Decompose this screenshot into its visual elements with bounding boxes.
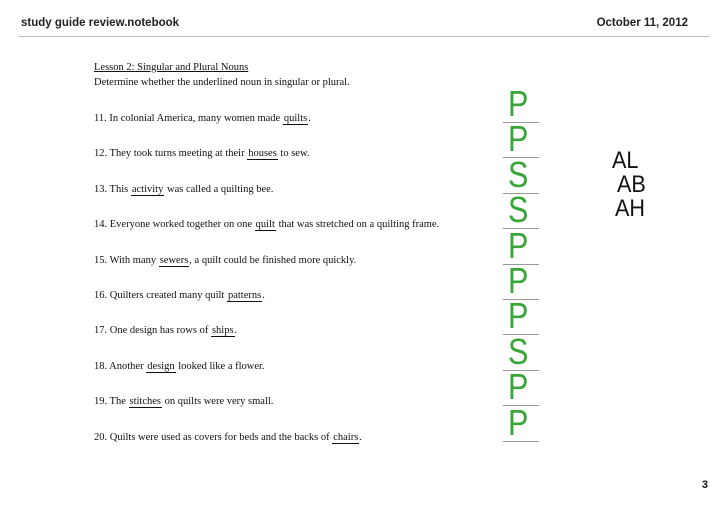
question-text-end: looked like a flower.	[175, 361, 265, 372]
question-item	[94, 113, 311, 124]
question-item	[94, 432, 362, 443]
question-text-end: that was stretched on a quilting frame.	[275, 219, 440, 230]
question-text-end: to sew.	[277, 148, 310, 159]
handwritten-answer: P	[508, 260, 529, 301]
underlined-noun: ships	[211, 325, 234, 336]
underlined-noun: stitches	[129, 396, 162, 407]
handwritten-answer: P	[508, 366, 529, 407]
question-item	[94, 184, 273, 195]
handwritten-answer: P	[508, 83, 529, 124]
page-date: October 11, 2012	[596, 17, 688, 29]
underlined-noun: activity	[131, 184, 164, 195]
question-text: 11. In colonial America, many women made	[94, 113, 283, 124]
handwritten-answer: P	[508, 295, 529, 336]
question-text: 15. With many	[94, 255, 159, 266]
handwritten-answer: P	[508, 118, 529, 159]
question-item	[94, 290, 265, 301]
lesson-heading	[94, 60, 350, 90]
question-text-end: on quilts were very small.	[162, 396, 274, 407]
underlined-noun: quilts	[283, 113, 308, 124]
question-text-end: , a quilt could be finished more quickly.	[189, 255, 357, 266]
underlined-noun: sewers	[159, 255, 189, 266]
handwritten-initials: AL	[612, 147, 639, 174]
question-text: 14. Everyone worked together on one	[94, 219, 255, 230]
handwritten-initials: AB	[617, 171, 646, 198]
question-text: 13. This	[94, 184, 131, 195]
lesson-title: Lesson 2: Singular and Plural Nouns	[94, 62, 249, 73]
question-item	[94, 148, 310, 159]
lesson-instruction: Determine whether the underlined noun in singular or plural.	[94, 77, 350, 88]
question-text: 17. One design has rows of	[94, 325, 211, 336]
underlined-noun: design	[147, 361, 175, 372]
notebook-title: study guide review.notebook	[21, 17, 180, 29]
page-number: 3	[701, 479, 708, 491]
question-text-end: was called a quilting bee.	[164, 184, 274, 195]
question-item	[94, 255, 356, 266]
question-item	[94, 396, 273, 407]
header-divider	[18, 36, 710, 37]
question-item	[94, 219, 439, 230]
handwritten-answer: S	[508, 154, 529, 195]
handwritten-answer: S	[508, 331, 529, 372]
question-text: 16. Quilters created many quilt	[94, 290, 227, 301]
question-text-end: .	[308, 113, 311, 124]
question-text-end: .	[359, 432, 362, 443]
underlined-noun: chairs	[333, 432, 359, 443]
question-text-end: .	[234, 325, 238, 336]
question-text: 20. Quilts were used as covers for beds and the backs of	[94, 432, 333, 443]
question-item	[94, 325, 237, 336]
handwritten-answer: P	[508, 225, 529, 266]
handwritten-initials: AH	[615, 195, 646, 222]
handwritten-answer: P	[508, 402, 529, 443]
question-item	[94, 361, 265, 372]
question-text: 18. Another	[94, 361, 147, 372]
handwritten-answer: S	[508, 189, 529, 230]
question-text-end: .	[262, 290, 265, 301]
underlined-noun: quilt	[255, 219, 275, 230]
underlined-noun: houses	[248, 148, 277, 159]
underlined-noun: patterns	[227, 290, 262, 301]
question-text: 12. They took turns meeting at their	[94, 148, 248, 159]
question-text: 19. The	[94, 396, 129, 407]
